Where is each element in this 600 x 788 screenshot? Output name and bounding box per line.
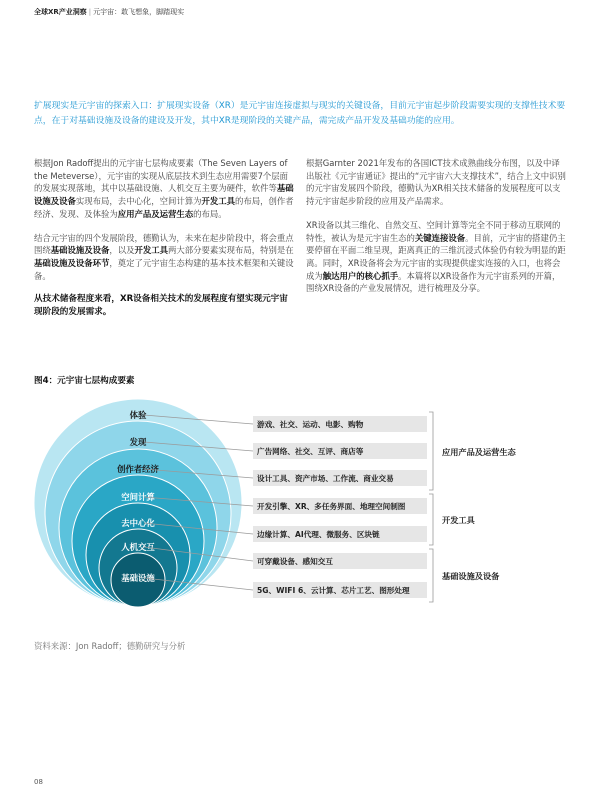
layer-label: 空间计算 (121, 492, 155, 502)
text-run: 的布局。 (193, 208, 227, 219)
text-run: ，以及 (109, 245, 135, 256)
report-name: 全球XR产业洞察 (34, 8, 87, 16)
bold-run: 基础设施及设备环节 (34, 257, 110, 268)
header-separator: | (88, 8, 92, 16)
text-run: XR设备以其三维化、自然交互、空间计算等完全不同于移动互联网的特性，被认为是元宇宙生态的 (306, 219, 561, 243)
layer-label: 去中心化 (121, 518, 155, 528)
group-bracket (429, 494, 433, 545)
layer-label: 体验 (129, 410, 147, 420)
page-number: 08 (34, 778, 43, 786)
layer-box-text: 可穿戴设备、感知交互 (257, 557, 333, 566)
right-paragraph-1: 根据Garnter 2021年发布的各国ICT技术成熟曲线分布图，以及中译出版社《元宇宙通证》提出的“元宇宙六大支撑技术”，结合上文中识别的元宇宙发展四个阶段，德勤认为XR相关技术储备的发展程度可以支持元宇宙起步阶段的应用及产品需求。 (306, 158, 566, 207)
text-run: 两大部分要素实现布局，特别是在 (168, 245, 294, 256)
group-label: 应用产品及运营生态 (442, 447, 516, 457)
layer-box-text: 广告网络、社交、互评、商店等 (257, 447, 364, 456)
bold-run: 开发工具 (134, 245, 168, 256)
text-run: 。目前，元宇宙的搭建仍主要停留在平面二维呈现，距离真正的三维沉浸式体验仍有较为明显的距离。同时，XR设备将会为元宇宙的实现提供虚实连接的入口，也将会成为 (306, 232, 566, 281)
lead-paragraph: 扩展现实是元宇宙的探索入口：扩展现实设备（XR）是元宇宙连接虚拟与现实的关键设备，目前元宇宙起步阶段需要实现的支撑性技术要点，在于对基础设施及设备的建设及开发，其中XR是现阶段的关键产品，需完成产品开发及基础功能的应用。 (34, 101, 566, 126)
figure-source: 资料来源：Jon Radoff；德勤研究与分析 (34, 641, 186, 651)
bold-run: 关键连接设备 (414, 232, 466, 243)
layer-label: 发现 (129, 437, 147, 447)
text-run: 。本篇将以XR设备作为元宇宙系列的开篇，围绕XR设备的产业发展情况，进行梳理及分享。 (306, 270, 561, 294)
layer-box-text: 设计工具、资产市场、工作流、商业交易 (257, 474, 394, 483)
group-label: 开发工具 (442, 515, 475, 525)
layer-label: 创作者经济 (117, 464, 159, 474)
bold-run: 开发工具 (201, 196, 235, 207)
layer-label: 人机交互 (121, 542, 155, 552)
key-takeaway: 从技术储备程度来看，XR设备相关技术的发展程度有望实现元宇宙现阶段的发展需求。 (34, 294, 288, 318)
text-run: ，奠定了元宇宙生态构建的基本技术框架和关键设备。 (34, 257, 294, 281)
group-bracket (429, 549, 433, 602)
figure-title: 图4：元宇宙七层构成要素 (34, 376, 135, 386)
text-run: 根据Jon Radoff提出的元宇宙七层构成要素（The Seven Layers of the Meteverse），元宇宙的实现从底层技术到生态应用需要7个层面的发展实现落地，其中以基础设施、人机交互主要为硬件，软件等 (34, 158, 289, 194)
text-run: 的布局，创作者经济、发现、及体验为 (34, 196, 294, 219)
group-bracket (429, 412, 433, 490)
bold-run: 基础设施及设备 (34, 183, 294, 207)
bold-run: 应用产品及运营生态 (117, 208, 194, 219)
bold-run: 触达用户的核心抓手 (322, 270, 399, 281)
report-subtitle: 元宇宙：敢飞想象，脚踏现实 (93, 8, 185, 16)
layer-box-text: 边缘计算、AI代理、微服务、区块链 (257, 530, 380, 539)
layer-box-text: 5G、WIFI 6、云计算、芯片工艺、图形处理 (257, 586, 410, 595)
group-label: 基础设施及设备 (442, 571, 500, 581)
text-run: 结合元宇宙的四个发展阶段，德勤认为，未来在起步阶段中，将会重点围绕 (34, 232, 294, 256)
layer-label: 基础设施 (121, 573, 155, 583)
text-run: 实现布局，去中心化，空间计算为 (75, 196, 202, 207)
layer-box-text: 开发引擎、XR、多任务界面、地理空间制图 (257, 502, 406, 511)
bold-run: 基础设施及设备 (50, 245, 110, 256)
layer-box-text: 游戏、社交、运动、电影、购物 (257, 420, 364, 429)
